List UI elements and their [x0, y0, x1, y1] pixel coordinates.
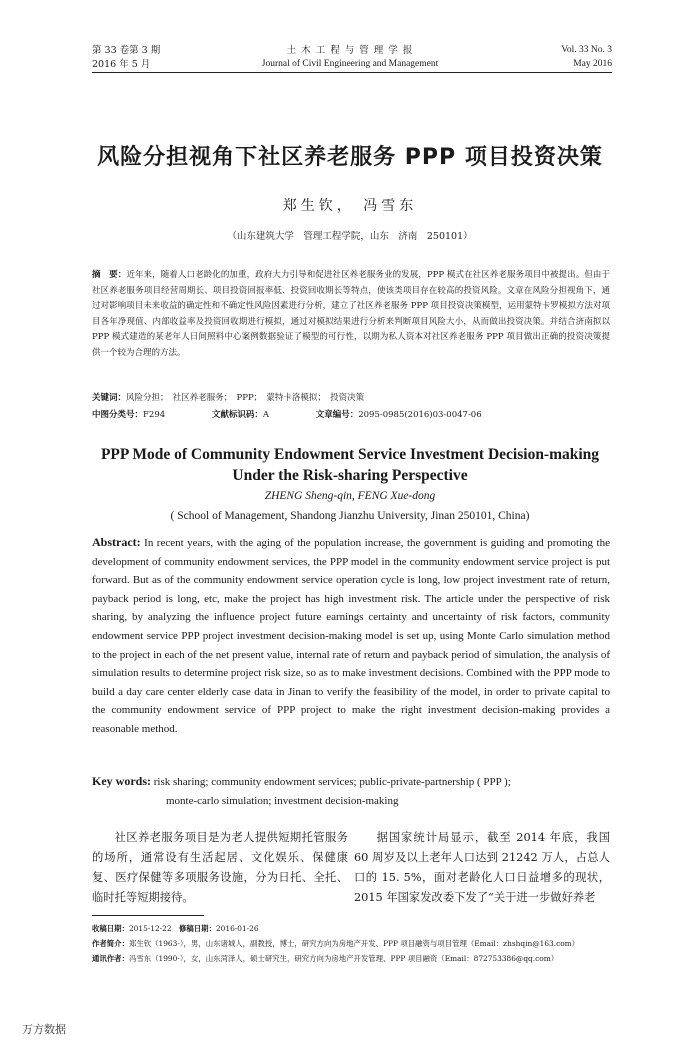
en-affiliation: ( School of Management, Shandong Jianzhu University, Jinan 250101, China): [170, 510, 530, 522]
journal-name-cn: 土 木 工 程 与 管 理 学 报: [286, 45, 414, 56]
cn-keywords-text: 风险分担； 社区养老服务； PPP； 蒙特卡洛模拟； 投资决策: [126, 393, 365, 403]
en-authors: ZHENG Sheng-qin, FENG Xue-dong: [264, 490, 436, 502]
footnote-author-bio: 作者简介：郑生钦（1963-），男，山东诸城人，副教授，博士，研究方向为房地产开发、PPP 项目融资与项目管理（Email：zhshqin@163.com）: [92, 939, 580, 948]
en-abstract-text: In recent years, with the aging of the population increase, the government is guiding and promoting the development of community endowment services, the PPP model in the community endowment service project is put forward. But as of the community endowment service operation cycle is long, low project investment rate of return, payback period is long, etc, make the project has high investment risk. The article under the perspective of risk sharing, by analyzing the influence project future earnings certainty and uncertainty of risk factors, community endowment service PPP project investment decision-making model is set up, using Monte Carlo simulation method to the project in each of the net present value, internal rate of return and payback period of simulation, the analysis of simulation results to determine project risk size, so as to make investment decisions. Combined with the PPP mode to build a day care center elderly case data in Jinan to verify the feasibility of the model, in order to private capital to the community endowment service of PPP project to make the right investment decision-making provides a reasonable method.: [92, 537, 610, 735]
en-title: [60, 444, 640, 486]
footnote-corresponding-author: 通讯作者：冯雪东（1990-），女，山东菏泽人，硕士研究生，研究方向为房地产开发管理、PPP 项目融资（Email：872753386@qq.com）: [92, 954, 559, 963]
authors: 郑生钦， 冯雪东: [282, 198, 418, 214]
watermark: 万方数据: [22, 1023, 66, 1036]
cn-abstract: [92, 268, 610, 361]
cn-keywords-label: 关键词：: [92, 393, 127, 403]
volume-issue: 第 33 卷第 3 期: [92, 45, 161, 56]
body-column-left: 社区养老服务项目是为老人提供短期托管服务的场所，通常设有生活起居、文化娱乐、保健康复、医疗保健等多项服务设施，分为日托、全托、临时托等短期接待。: [92, 831, 348, 904]
body-column-right: 据国家统计局显示，截至 2014 年底，我国 60 周岁及以上老年人口达到 21242 万人，占总人口的 15. 5%，面对老龄化人口日益增多的现状，2015 年国家发改委下发了“关于进一步做好养老: [354, 831, 610, 904]
clc-field: 中图分类号：F294: [92, 410, 166, 420]
en-keywords-line1: risk sharing; community endowment services; public-private-partnership ( PPP );: [151, 776, 511, 788]
footnote-rule: [92, 915, 204, 916]
affiliation: （山东建筑大学 管理工程学院，山东 济南 250101）: [227, 231, 473, 242]
en-keywords-label: Key words:: [92, 774, 151, 788]
en-title-line1: PPP Mode of Community Endowment Service Investment Decision-making: [100, 446, 600, 463]
cn-keywords: [92, 391, 610, 403]
journal-name-en: Journal of Civil Engineering and Management: [261, 59, 439, 69]
en-abstract-label: Abstract:: [92, 535, 141, 549]
header-rule: [92, 72, 612, 73]
volume-en: Vol. 33 No. 3: [561, 45, 612, 55]
en-keywords-line2: monte-carlo simulation; investment decision-making: [166, 795, 399, 807]
en-abstract: [92, 533, 610, 739]
en-title-line2: Under the Risk-sharing Perspective: [232, 467, 468, 484]
article-number-field: 文章编号：2095-0985(2016)03-0047-06: [315, 410, 482, 420]
publication-date: 2016 年 5 月: [92, 59, 151, 70]
footnote-dates: 收稿日期：2015-12-22 修稿日期：2016-01-26: [92, 924, 259, 933]
classification-line: [92, 408, 610, 420]
en-keywords: [92, 772, 610, 811]
date-en: May 2016: [573, 59, 612, 69]
cn-abstract-label: 摘 要：: [92, 270, 127, 280]
cn-abstract-text: 近年来，随着人口老龄化的加重，政府大力引导和促进社区养老服务业的发展，PPP 模式在社区养老服务项目中被提出。但由于社区养老服务项目经营周期长、项目投资回报率低、投资回收期长等特点，使该类项目存在较高的投资风险。文章在风险分担视角下，通过对影响项目未来收益的确定性和不确定性风险因素进行分析，建立了社区养老服务 PPP 项目投资决策模型，运用蒙特卡罗模拟方法对项目各年净现值、内部收益率及投资回收期进行模拟，通过对模拟结果进行分析来判断项目风险大小，从而做出投资决策。并结合济南拟以 PPP 模式建造的某老年人日间照料中心案例数据验证了模型的可行性，以期为私人资本对社区养老服务 PPP 项目做出正确的投资决策提供一个较为合理的方法。: [92, 270, 610, 358]
doc-code-field: 文献标识码：A: [211, 410, 269, 420]
paper-title: 风险分担视角下社区养老服务 PPP 项目投资决策: [97, 145, 603, 170]
